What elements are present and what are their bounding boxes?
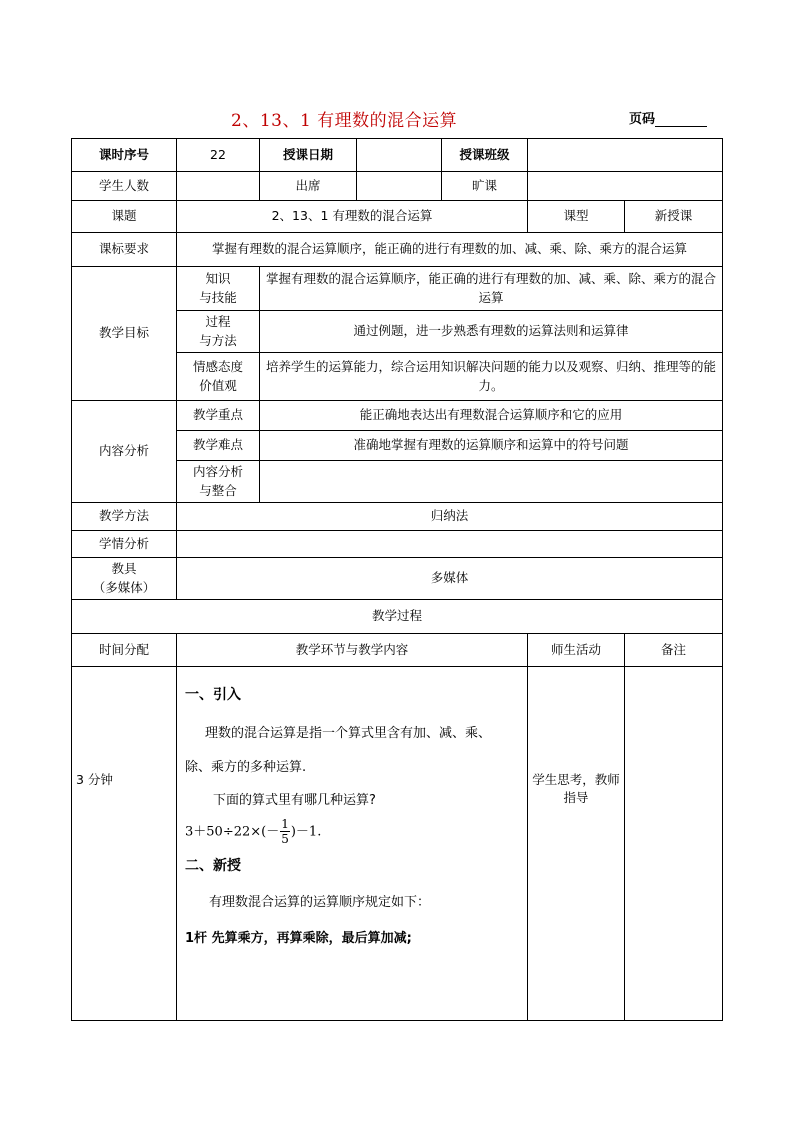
goal-process-label-line1: 过程 (205, 314, 231, 330)
fraction-denominator: 5 (281, 831, 289, 846)
type-label: 课型 (528, 201, 625, 233)
tools-label-line1: 教具 (111, 561, 137, 577)
integration-label (177, 461, 260, 503)
goal-attitude-label-line1: 情感态度 (192, 359, 243, 375)
class-value[interactable] (528, 139, 723, 172)
topic-value: 2、13、1 有理数的混合运算 (177, 201, 528, 233)
goals-label: 教学目标 (72, 267, 177, 401)
present-label: 出席 (260, 172, 357, 201)
table-row (72, 634, 723, 667)
intro-paragraph-line1: 理数的混合运算是指一个算式里含有加、减、乘、 (205, 726, 492, 741)
table-row (72, 139, 723, 172)
order-rule-1: 1杆 先算乘方，再算乘除，最后算加减; (185, 930, 412, 946)
method-label: 教学方法 (72, 503, 177, 531)
page-number-field (629, 108, 707, 127)
col-notes-header: 备注 (625, 634, 723, 667)
col-time-header: 时间分配 (72, 634, 177, 667)
key-label: 教学重点 (177, 401, 260, 431)
process-content (177, 667, 528, 1021)
goal-process-value: 通过例题，进一步熟悉有理数的运算法则和运算律 (260, 311, 723, 353)
absent-label: 旷课 (442, 172, 528, 201)
difficulty-label: 教学难点 (177, 431, 260, 461)
goal-attitude-label-line2: 价值观 (199, 377, 237, 393)
goal-process-label-line2: 与方法 (199, 332, 237, 348)
intro-paragraph-line2: 除、乘方的多种运算. (185, 759, 307, 775)
table-row (72, 503, 723, 531)
class-label: 授课班级 (442, 139, 528, 172)
goal-knowledge-value: 掌握有理数的混合运算顺序，能正确的进行有理数的加、减、乘、除、乘方的混合运算 (260, 267, 723, 311)
tools-label (72, 558, 177, 600)
process-notes[interactable] (625, 667, 723, 1021)
intro-question: 下面的算式里有哪几种运算? (213, 793, 376, 808)
table-row (72, 531, 723, 558)
process-time: 3 分钟 (72, 667, 177, 1021)
present-value[interactable] (357, 172, 442, 201)
formula-fraction (280, 817, 290, 847)
section-heading-intro: 一、引入 (185, 687, 241, 703)
goal-attitude-label (177, 353, 260, 401)
table-row (72, 558, 723, 600)
situation-value[interactable] (177, 531, 723, 558)
method-value: 归纳法 (177, 503, 723, 531)
process-activity (528, 667, 625, 1021)
standard-value: 掌握有理数的混合运算顺序，能正确的进行有理数的加、减、乘、除、乘方的混合运算 (177, 233, 723, 267)
section-heading-new: 二、新授 (185, 858, 241, 875)
standard-label: 课标要求 (72, 233, 177, 267)
students-label: 学生人数 (72, 172, 177, 201)
table-row (72, 201, 723, 233)
goal-attitude-value: 培养学生的运算能力，综合运用知识解决问题的能力以及观察、归纳、推理等的能力。 (260, 353, 723, 401)
date-label: 授课日期 (260, 139, 357, 172)
formula-part-a: 3＋50÷22×(－ (185, 823, 280, 839)
page-number-label: 页码 (629, 112, 656, 127)
example-formula (185, 817, 519, 847)
key-value: 能正确地表达出有理数混合运算顺序和它的应用 (260, 401, 723, 431)
col-content-header: 教学环节与教学内容 (177, 634, 528, 667)
type-value: 新授课 (625, 201, 723, 233)
fraction-numerator: 1 (281, 816, 289, 831)
formula-part-b: )－1. (290, 823, 322, 839)
process-header: 教学过程 (72, 600, 723, 634)
tools-label-line2: （多媒体） (92, 579, 156, 595)
goal-knowledge-label-line2: 与技能 (199, 289, 237, 305)
tools-value: 多媒体 (177, 558, 723, 600)
content-label: 内容分析 (72, 401, 177, 503)
lesson-no-label: 课时序号 (72, 139, 177, 172)
goal-process-label (177, 311, 260, 353)
table-row (72, 667, 723, 1021)
table-row (72, 600, 723, 634)
activity-line1: 学生思考，教师 (532, 772, 620, 787)
students-value[interactable] (177, 172, 260, 201)
table-row (72, 233, 723, 267)
goal-knowledge-label-line1: 知识 (205, 271, 231, 287)
situation-label: 学情分析 (72, 531, 177, 558)
document-title: 2、13、1 有理数的混合运算 (231, 111, 458, 131)
table-row (72, 401, 723, 431)
absent-value[interactable] (528, 172, 723, 201)
difficulty-value: 准确地掌握有理数的运算顺序和运算中的符号问题 (260, 431, 723, 461)
integration-label-line1: 内容分析 (192, 464, 243, 480)
goal-knowledge-label (177, 267, 260, 311)
date-value[interactable] (357, 139, 442, 172)
order-intro: 有理数混合运算的运算顺序规定如下： (209, 895, 431, 911)
lesson-plan-table (71, 138, 723, 1021)
col-activity-header: 师生活动 (528, 634, 625, 667)
lesson-no-value: 22 (177, 139, 260, 172)
table-row (72, 172, 723, 201)
integration-label-line2: 与整合 (199, 482, 237, 498)
activity-line2: 指导 (563, 790, 589, 806)
integration-value[interactable] (260, 461, 723, 503)
table-row (72, 267, 723, 311)
topic-label: 课题 (72, 201, 177, 233)
page-number-blank (655, 114, 707, 127)
